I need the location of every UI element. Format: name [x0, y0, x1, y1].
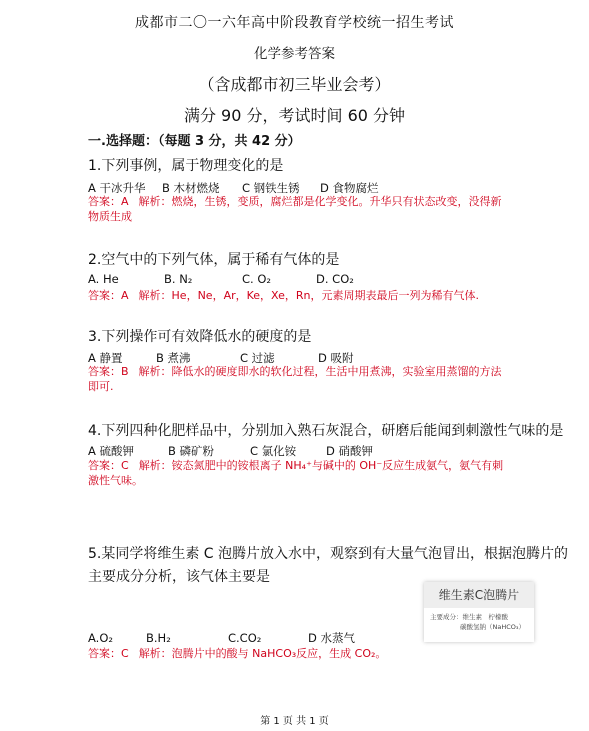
answer-label: 答案：C [88, 459, 129, 472]
question-1-stem: 1.下列事例，属于物理变化的是 [88, 158, 284, 174]
option-b: B.H₂ [146, 631, 171, 645]
page-footer: 第 1 页 共 1 页 [260, 716, 329, 727]
answer-explanation: 解析：降低水的硬度即水的软化过程，生活中用煮沸，实验室用蒸馏的方法即可. [88, 365, 502, 393]
option-b: B 煮沸 [156, 351, 191, 365]
question-5-stem: 5.某同学将维生素 C 泡腾片放入水中，观察到有大量气泡冒出，根据泡腾片的 [88, 546, 569, 562]
answer-explanation: 解析：He，Ne，Ar，Ke，Xe，Rn，元素周期表最后一列为稀有气体. [138, 289, 479, 302]
section-heading: 一.选择题：（每题 3 分，共 42 分） [88, 134, 301, 149]
option-c: C 氯化铵 [250, 444, 297, 458]
exam-info: 满分 90 分，考试时间 60 分钟 [183, 106, 406, 125]
answer-label: 答案：A [88, 195, 129, 208]
option-a: A 干冰升华 [88, 181, 146, 195]
question-2-options [88, 272, 354, 286]
question-2-answer [88, 288, 528, 303]
option-d: D 硝酸钾 [326, 444, 374, 458]
answer-label: 答案：B [88, 365, 129, 378]
question-4-options [88, 443, 373, 459]
option-c: C. O₂ [242, 272, 272, 286]
question-3-stem: 3.下列操作可有效降低水的硬度的是 [88, 329, 312, 345]
option-d: D 吸附 [318, 351, 354, 365]
option-d: D 食物腐烂 [320, 181, 379, 195]
question-5-options [88, 630, 355, 646]
document-subtitle: 化学参考答案 [254, 46, 335, 62]
option-c: C.CO₂ [228, 631, 262, 645]
question-4-answer [88, 458, 508, 488]
option-d: D 水蒸气 [308, 631, 356, 645]
figure-ingredients-line2: 碳酸氢钠（NaHCO₃） [460, 623, 525, 631]
figure-ingredients-line1: 主要成分：维生素 柠檬酸 [430, 613, 508, 621]
document-note: （含成都市初三毕业会考） [198, 75, 391, 94]
question-1-answer [88, 194, 508, 224]
option-a: A. He [88, 272, 119, 286]
option-d: D. CO₂ [316, 272, 354, 286]
question-5-answer [88, 646, 528, 661]
option-a: A.O₂ [88, 631, 113, 645]
question-5-stem-continued: 主要成分分析，该气体主要是 [88, 569, 270, 585]
option-b: B 木材燃烧 [162, 181, 220, 195]
question-4-stem: 4.下列四种化肥样品中，分别加入熟石灰混合，研磨后能闻到刺激性气味的是 [88, 423, 564, 439]
option-b: B. N₂ [164, 272, 193, 286]
answer-explanation: 解析：燃烧，生锈，变质，腐烂都是化学变化。升华只有状态改变，没得新物质生成 [88, 195, 502, 223]
vitamin-c-tablet-figure [424, 582, 534, 642]
option-a: A 静置 [88, 351, 123, 365]
option-b: B 磷矿粉 [168, 444, 215, 458]
option-c: C 钢铁生锈 [242, 181, 300, 195]
question-2-stem: 2.空气中的下列气体，属于稀有气体的是 [88, 252, 340, 268]
option-a: A 硫酸钾 [88, 444, 135, 458]
document-title: 成都市二〇一六年高中阶段教育学校统一招生考试 [135, 15, 454, 31]
figure-title: 维生素C泡腾片 [424, 582, 534, 608]
answer-label: 答案：A [88, 289, 129, 302]
question-3-answer [88, 364, 508, 394]
answer-explanation: 解析：铵态氮肥中的铵根离子 NH₄⁺与碱中的 OH⁻反应生成氨气，氨气有刺激性气味。 [88, 459, 504, 487]
answer-label: 答案：C [88, 647, 129, 660]
option-c: C 过滤 [240, 351, 275, 365]
answer-explanation: 解析：泡腾片中的酸与 NaHCO₃反应，生成 CO₂。 [138, 647, 387, 660]
